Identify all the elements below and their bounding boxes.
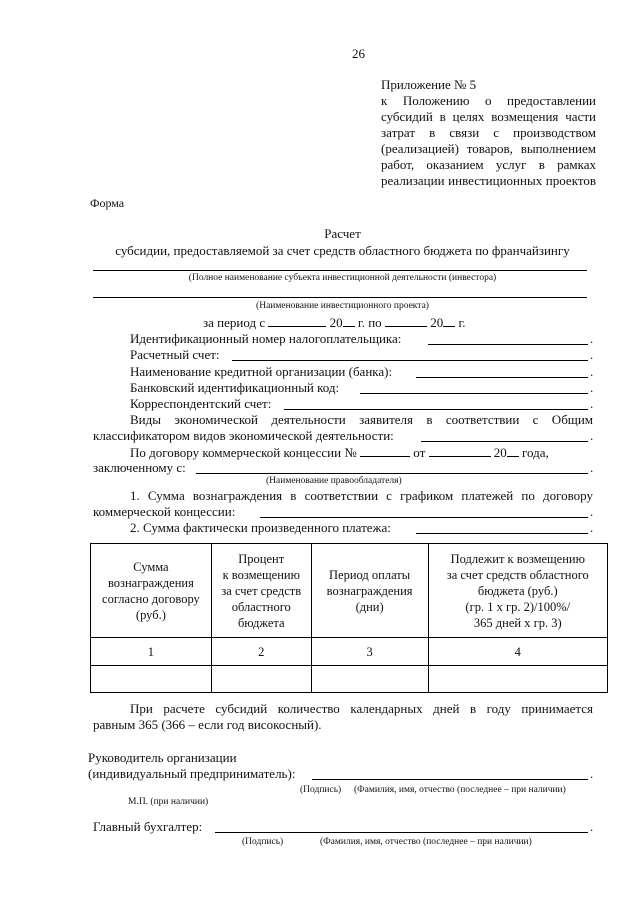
table-cell: [91, 666, 212, 693]
project-line: [93, 297, 587, 298]
project-caption: (Наименование инвестиционного проекта): [256, 301, 429, 311]
head-sign-field: [312, 779, 588, 780]
head-dot: .: [590, 766, 594, 781]
column-number: 2: [211, 638, 311, 666]
corr-dot: .: [590, 396, 594, 411]
stamp-label: М.П. (при наличии): [128, 797, 209, 807]
document-title: Расчет: [324, 226, 361, 241]
table-header-row: [91, 544, 608, 638]
note-line-2: равным 365 (366 – если год високосный).: [93, 717, 322, 732]
period-suffix: г.: [458, 315, 466, 330]
table-cell: [211, 666, 311, 693]
period-year-2-field: [443, 314, 455, 327]
concession-number-field: [360, 444, 410, 457]
column-number: 4: [428, 638, 607, 666]
table-header-cell: Период оплаты вознаграждения (дни): [311, 544, 428, 638]
activity-dot: .: [590, 428, 594, 443]
calculation-table: [90, 543, 608, 693]
head-name-caption: (Фамилия, имя, отчество (последнее – при наличии): [354, 785, 566, 795]
period-year-1-field: [343, 314, 355, 327]
appendix-line: к Положению о предоставлении: [381, 93, 596, 108]
page-number: 26: [352, 46, 365, 61]
inn-label: Идентификационный номер налогоплательщика:: [130, 331, 402, 346]
bank-dot: .: [590, 364, 594, 379]
period-start-field: [268, 314, 326, 327]
concession-from: от: [413, 445, 426, 460]
accountant-label: Главный бухгалтер:: [93, 819, 203, 834]
bank-field: [416, 377, 588, 378]
table-cell: [428, 666, 607, 693]
item2-field: [416, 533, 588, 534]
period-end-field: [385, 314, 427, 327]
bank-label: Наименование кредитной организации (банка):: [130, 364, 393, 379]
head-label-2: (индивидуальный предприниматель):: [88, 766, 296, 781]
period-by: г. по: [357, 315, 382, 330]
activity-field: [421, 441, 588, 442]
appendix-line: затрат в связи с производством: [381, 125, 596, 140]
table-header-cell: Сумма вознаграждения согласно договору (руб.): [91, 544, 212, 638]
item1-line-1: 1. Сумма вознаграждения в соответствии с графиком платежей по договору: [130, 488, 593, 503]
table-row: [91, 666, 608, 693]
concession-year-field: [507, 444, 519, 457]
inn-dot: .: [590, 331, 594, 346]
account-dot: .: [590, 347, 594, 362]
subject-line: [93, 270, 587, 271]
concession-prefix: По договору коммерческой концессии №: [130, 445, 357, 460]
activity-line-1: Виды экономической деятельности заявителя в соответствии с Общим: [130, 412, 593, 427]
note-line-1: При расчете субсидий количество календарных дней в году принимается: [130, 701, 593, 716]
period-year-1: 20: [329, 315, 343, 330]
table-header-cell: Процент к возмещению за счет средств областного бюджета: [211, 544, 311, 638]
document-subtitle: субсидии, предоставляемой за счет средств областного бюджета по франчайзингу: [115, 243, 570, 258]
bik-label: Банковский идентификационный код:: [130, 380, 340, 395]
period-line: [203, 314, 466, 331]
subject-caption: (Полное наименование субъекта инвестиционной деятельности (инвестора): [188, 273, 497, 283]
item2-label: 2. Сумма фактически произведенного платежа:: [130, 520, 391, 535]
item1-dot: .: [590, 504, 594, 519]
item1-line-2: коммерческой концессии:: [93, 504, 236, 519]
table-number-row: [91, 638, 608, 666]
corr-field: [284, 409, 588, 410]
account-label: Расчетный счет:: [130, 347, 220, 362]
concession-line-2: заключенному с:: [93, 460, 186, 475]
activity-line-2: классификатором видов экономической деятельности:: [93, 428, 394, 443]
form-label: Форма: [90, 196, 125, 210]
period-year-2: 20: [430, 315, 444, 330]
inn-field: [428, 344, 588, 345]
bik-field: [360, 393, 588, 394]
appendix-title: Приложение № 5: [381, 77, 477, 92]
accountant-sign-field: [215, 832, 588, 833]
appendix-line: субсидий в целях возмещения части: [381, 109, 596, 124]
account-field: [232, 360, 588, 361]
concession-suffix: года,: [522, 445, 549, 460]
corr-label: Корреспондентский счет:: [130, 396, 272, 411]
appendix-line: реализации инвестиционных проектов: [381, 173, 596, 188]
accountant-name-caption: (Фамилия, имя, отчество (последнее – при наличии): [320, 837, 532, 847]
period-prefix: за период с: [203, 315, 266, 330]
column-number: 3: [311, 638, 428, 666]
rightholder-caption: (Наименование правообладателя): [266, 476, 402, 486]
table-cell: [311, 666, 428, 693]
concession-line: [130, 444, 549, 461]
item2-dot: .: [590, 520, 594, 535]
accountant-sign-caption: (Подпись): [242, 837, 284, 847]
column-number: 1: [91, 638, 212, 666]
appendix-line: (реализацией) товаров, выполнением: [381, 141, 596, 156]
rightholder-field: [196, 473, 588, 474]
table-header-cell: Подлежит к возмещению за счет средств областного бюджета (руб.) (гр. 1 x гр. 2)/100%/ 365 дней x гр. 3): [428, 544, 607, 638]
bik-dot: .: [590, 380, 594, 395]
concession-year: 20: [493, 445, 507, 460]
item1-field: [260, 517, 588, 518]
head-sign-caption: (Подпись): [300, 785, 342, 795]
head-label-1: Руководитель организации: [88, 750, 237, 765]
concession-date-field: [429, 444, 491, 457]
rightholder-dot: .: [590, 460, 594, 475]
accountant-dot: .: [590, 819, 594, 834]
appendix-line: работ, оказанием услуг в рамках: [381, 157, 596, 172]
